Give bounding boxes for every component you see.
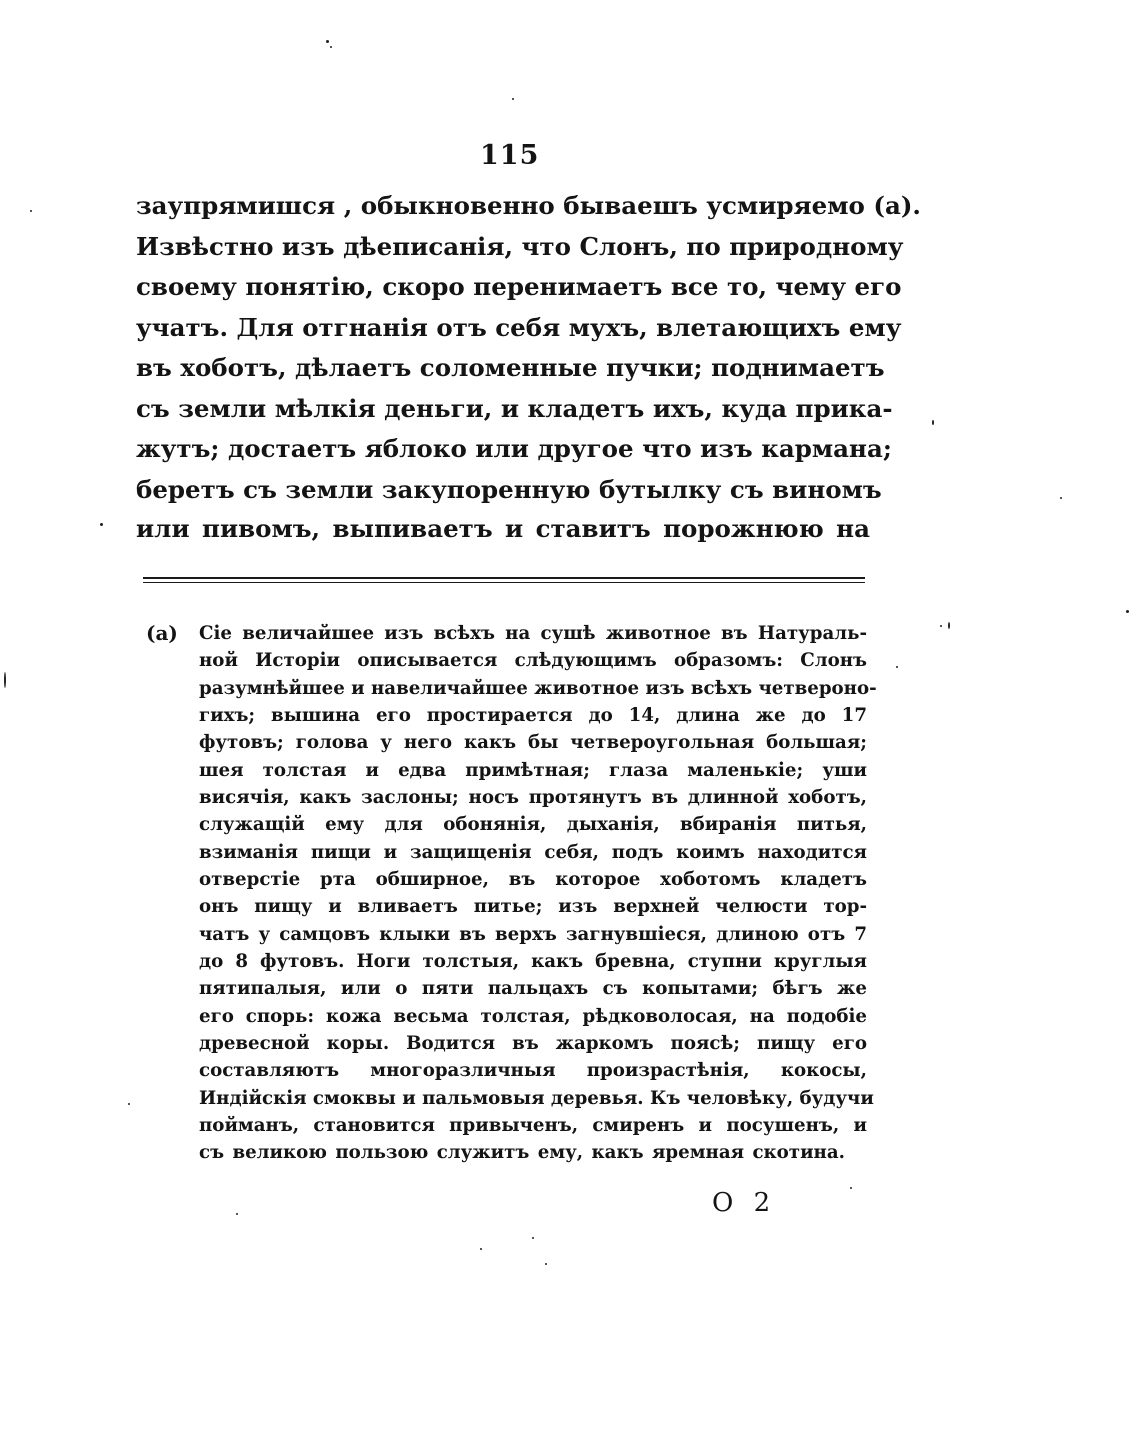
footnote-line: его спорь: кожа весьма толстая, рѣдковолосая, на подобіе	[199, 1006, 867, 1027]
scan-speck	[1060, 497, 1062, 499]
scan-speck	[940, 625, 942, 627]
page-number: 115	[480, 140, 540, 171]
footnote-line: взиманія пищи и защищенія себя, подъ коимъ находится	[199, 842, 867, 863]
footnote-line: футовъ; голова у него какъ бы четвероугольная большая;	[199, 732, 867, 753]
scan-speck	[896, 666, 898, 668]
scan-speck	[480, 1248, 482, 1250]
footnote-line: гихъ; вышина его простирается до 14, длина же до 17	[199, 705, 867, 726]
footnote-separator-rule-thin	[143, 582, 865, 583]
footnote-line: ной Исторіи описывается слѣдующимъ образомъ: Слонъ	[199, 650, 867, 671]
footnote-marker: (a)	[146, 621, 178, 645]
scan-speck	[512, 98, 514, 100]
main-text-line: съ земли мѣлкія деньги, и кладетъ ихъ, куда прика-	[136, 394, 893, 423]
footnote-line: Сіе величайшее изъ всѣхъ на сушѣ животное въ Натураль-	[199, 623, 867, 644]
main-text-line: Извѣстно изъ дѣеписанія, что Слонъ, по природному	[136, 232, 904, 261]
scan-speck	[236, 1213, 238, 1215]
scan-speck	[948, 622, 950, 629]
scan-speck	[100, 523, 103, 526]
main-text-line: въ хоботъ, дѣлаетъ соломенные пучки; поднимаетъ	[136, 353, 885, 382]
footnote-separator-rule	[143, 577, 865, 579]
footnote-line: пойманъ, становится привыченъ, смиренъ и посушенъ, и	[199, 1115, 867, 1136]
main-text-line: жутъ; достаетъ яблоко или другое что изъ кармана;	[136, 434, 892, 463]
footnote-line: чатъ у самцовъ клыки въ верхъ загнувшіеся, длиною отъ 7	[199, 924, 867, 945]
scan-speck	[30, 210, 32, 212]
footnote-line: отверстіе рта обширное, въ которое хоботомъ кладетъ	[199, 869, 867, 890]
main-text-line: или пивомъ, выпиваетъ и ставитъ порожнюю на	[136, 514, 870, 543]
footnote-line: служащій ему для обонянія, дыханія, вбиранія питья,	[199, 814, 867, 835]
footnote-line: висячія, какъ заслоны; носъ протянутъ въ длинной хоботъ,	[199, 787, 867, 808]
footnote-line: Индійскія смоквы и пальмовыя деревья. Къ человѣку, будучи	[199, 1088, 874, 1109]
main-text-line: своему понятію, скоро перенимаетъ все то, чему его	[136, 272, 902, 301]
scan-speck	[326, 40, 329, 43]
footnote-line: древесной коры. Водится въ жаркомъ поясѣ; пищу его	[199, 1033, 867, 1054]
footnote-line: съ великою пользою служитъ ему, какъ яремная скотина.	[199, 1142, 845, 1163]
scan-speck	[1126, 610, 1129, 613]
footnote-line: пятипалыя, или о пяти пальцахъ съ копытами; бѣгъ же	[199, 978, 867, 999]
footnote-line: онъ пищу и вливаетъ питье; изъ верхней челюсти тор-	[199, 896, 867, 917]
footnote-line: до 8 футовъ. Ноги толстыя, какъ бревна, ступни круглыя	[199, 951, 867, 972]
scan-speck	[330, 46, 332, 48]
scan-speck	[4, 672, 6, 688]
signature-mark: O 2	[712, 1188, 777, 1218]
main-text-line: заупрямишся , обыкновенно бываешъ усмиряемо (a).	[136, 191, 921, 220]
scan-speck	[128, 1103, 130, 1105]
scan-speck	[532, 1237, 534, 1239]
footnote-line: шея толстая и едва примѣтная; глаза маленькіе; уши	[199, 760, 867, 781]
footnote-line: составляютъ многоразличныя произрастѣнія, кокосы,	[199, 1060, 867, 1081]
scan-speck	[850, 1187, 852, 1189]
scan-speck	[545, 1263, 547, 1265]
scan-speck	[932, 420, 934, 425]
main-text-line: учатъ. Для отгнанія отъ себя мухъ, влетающихъ ему	[136, 313, 902, 342]
footnote-line: разумнѣйшее и навеличайшее животное изъ всѣхъ четвероно-	[199, 678, 877, 699]
main-text-line: беретъ съ земли закупоренную бутылку съ виномъ	[136, 475, 882, 504]
